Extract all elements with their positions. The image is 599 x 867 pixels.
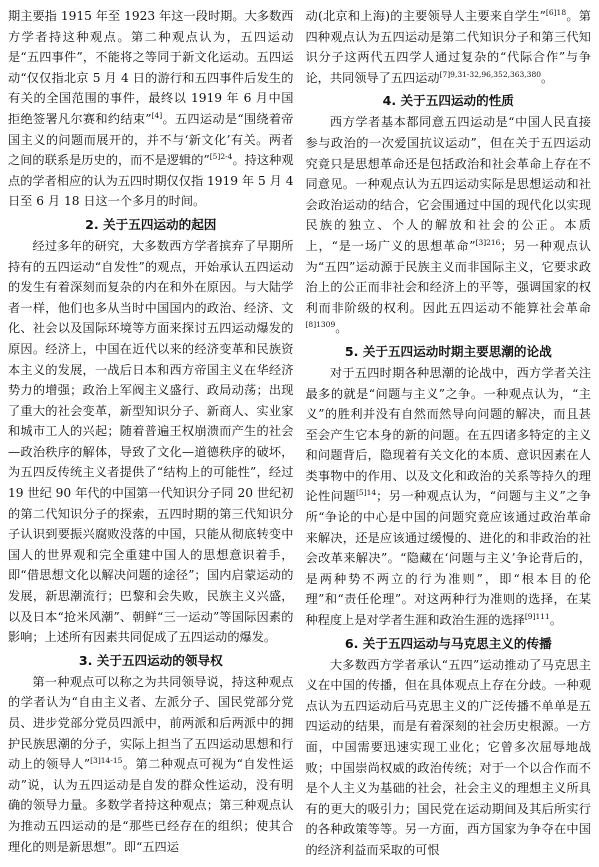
citation-ref: [9]111 <box>524 611 550 621</box>
citation-ref: [6]18 <box>545 7 567 17</box>
paragraph-text: 。 <box>549 613 563 628</box>
paragraph-text: 。 <box>541 70 554 85</box>
section-heading-debates: 5. 关于五四运动时期主要思潮的论战 <box>344 343 552 359</box>
paragraph-text: 期主要指 1915 年至 1923 年这一段时期。大多数西方学者持这种观点。第二种观点认为，五四运动是“五四事件”，不能将之等同于新文化运动。五四运动“仅仅指北京 5 月 4 日的游行和五四事件后发生的有关的全国范围的事件，最终以 1919 年 6 月中国拒绝签署凡尔赛和约结束” <box>8 9 294 126</box>
right-column <box>306 6 592 867</box>
paragraph-text: 。第二种观点可视为“自发性运动”说，认为五四运动是自发的群众性运动，没有明确的领导力量。多数学者持这种观点；第三种观点认为推动五四运动的是“那些已经存在的组织；使其合理化的则是新思想”。即“五四运 <box>8 757 294 854</box>
citation-ref: [7]9,31-32,96,352,363,380 <box>439 69 541 79</box>
citation-ref: [3]14-15 <box>90 756 123 766</box>
paragraph-text: 。持这种观点的学者相应的认为五四时期仅仅指 1919 年 5 月 4 日至 6 月 18 日这一个多月的时间。 <box>8 153 294 209</box>
paragraph-text: 。第四种观点认为五四运动是第二代知识分子和第三代知识分子这两代五四学人通过复杂的“代际合作”与争论，共同领导了五四运动 <box>305 9 591 85</box>
leadership-continued-paragraph <box>306 6 592 88</box>
left-column <box>8 6 294 867</box>
paragraph-text: ；另一种观点认为“五四”运动源于民族主义而非国际主义，它要求政治上的公正而非社会和经济上的平等，强调国家的权利而非阶级的权利。因此五四运动不能算社会革命 <box>305 238 591 315</box>
debates-paragraph <box>306 363 592 631</box>
citation-ref: [4] <box>151 110 163 120</box>
paragraph-text: 。 <box>335 321 348 336</box>
citation-ref: [5]14 <box>356 488 377 498</box>
marxism-paragraph: 大多数西方学者承认“五四”运动推动了马克思主义在中国的传播，但在具体观点上存在分歧。一种观点认为五四运动后马克思主义的广泛传播不单单是五四运动的结果，而是有着深刻的社会历史根源。一方面，中国需要迅速实现工业化；它曾多次屈辱地战败；中国崇尚权威的政治传统；对于一个以合作而不是个人主义为基础的社会，社会主义的理想主义所具有的更大的吸引力；国民党在运动期间及其后所实行的各种政策等等。另一方面，西方国家为争夺在中国的经济利益而采取的可恨 <box>305 657 591 857</box>
nature-paragraph <box>306 112 592 339</box>
paragraph-text: 。五四运动是“围绕着帝国主义的问题而展开的，并不与‘新文化’有关。两者之间的联系是历史的，而不是逻辑的” <box>8 111 294 168</box>
citation-ref: [8]1309 <box>305 320 336 330</box>
causes-paragraph: 经过多年的研究，大多数西方学者摈弃了早期所持有的五四运动“自发性”的观点，开始承认五四运动的发生有着深刻而复杂的内在和外在原因。与大陆学者一样，他们也多从当时中国国内的政治、经济、文化、社会以及国际环境等方面来探讨五四运动爆发的原因。经济上，中国在近代以来的经济变革和民族资本主义的发展，一战后日本和西方帝国主义在华经济势力的增强；政治上军阀主义盛行、政局动荡；出现了重大的社会变革，新型知识分子、新商人、实业家和城市工人的兴起；随着普遍王权崩溃而产生的社会—政治秩序的解体，导致了文化—道德秩序的破坏，为五四反传统主义者提供了“结构上的可能性”，经过 19 世纪 90 年代的中国第一代知识分子同 20 世纪初的第二代知识分子的探索，五四时期的第三代知识分子认识到要振兴腐败没落的中国，只能从彻底转变中国人的世界观和完全重建中国人的思想意识着手，即“借思想文化以解决问题的途径”；国内启蒙运动的发展，新思潮流行；巴黎和会失败，民族主义兴盛，以及日本“抢米风潮”、朝鲜“三一运动”等国际因素的影响；上述所有因素共同促成了五四运动的爆发。 <box>8 238 294 645</box>
section-heading-marxism: 6. 关于五四运动与马克思主义的传播 <box>344 635 552 651</box>
paragraph-text: 动(北京和上海)的主要领导人主要来自学生” <box>305 9 546 23</box>
section-heading-causes: 2. 关于五四运动的起因 <box>85 216 217 232</box>
paragraph-text: 西方学者基本都同意五四运动是“中国人民直接参与政治的一次爱国抗议运动”，但在关于五四运动究竟只是思想革命还是包括政治和社会革命上存在不同意见。一种观点认为五四运动实际是思想运动和社会政治运动的结合，它会围通过中国的现代化以实现民族的独立、个人的解放和社会的公正。本质上，“是一场广义的思想革命” <box>305 115 591 253</box>
paragraph-text: ；另一种观点认为，“问题与主义”之争所“争论的中心是中国的问题究竟应该通过政治革命来解决，还是应该通过缓慢的、进化的和非政治的社会改革来解决”。“隐藏在‘问题与主义’争论背后的，是两种势不两立的行为准则”，即“根本目的伦理”和“责任伦理”。对这两种行为准则的选择，在某种程度上是对学者生涯和政治生涯的选择 <box>305 489 592 628</box>
citation-ref: [5]2-4 <box>209 152 233 162</box>
paragraph-text: 对于五四时期各种思潮的论战中，西方学者关注最多的就是“问题与主义”之争。一种观点认为，“主义”的胜利并没有自然而然导向问题的解决，而且甚至会产生它本身的新的问题。在五四诸多特定的主义和问题背后，隐现着有关文化的本质、意识因素在人类事物中的作用、以及文化和政治的关系等持久的理论性问题 <box>305 365 591 504</box>
intro-paragraph <box>8 6 294 212</box>
section-heading-nature: 4. 关于五四运动的性质 <box>382 93 514 109</box>
paragraph-text: 第一种观点可以称之为共同领导说，持这种观点的学者认为“自由主义者、左派分子、国民党部分党员、进步党部分党员四派中，前两派和后两派中的拥护民族思潮的分子，实际上担当了五四运动思想和行动上的领导人” <box>8 674 294 772</box>
citation-ref: [3]216 <box>475 237 501 247</box>
leadership-paragraph <box>8 672 294 857</box>
section-heading-leadership: 3. 关于五四运动的领导权 <box>78 652 223 668</box>
